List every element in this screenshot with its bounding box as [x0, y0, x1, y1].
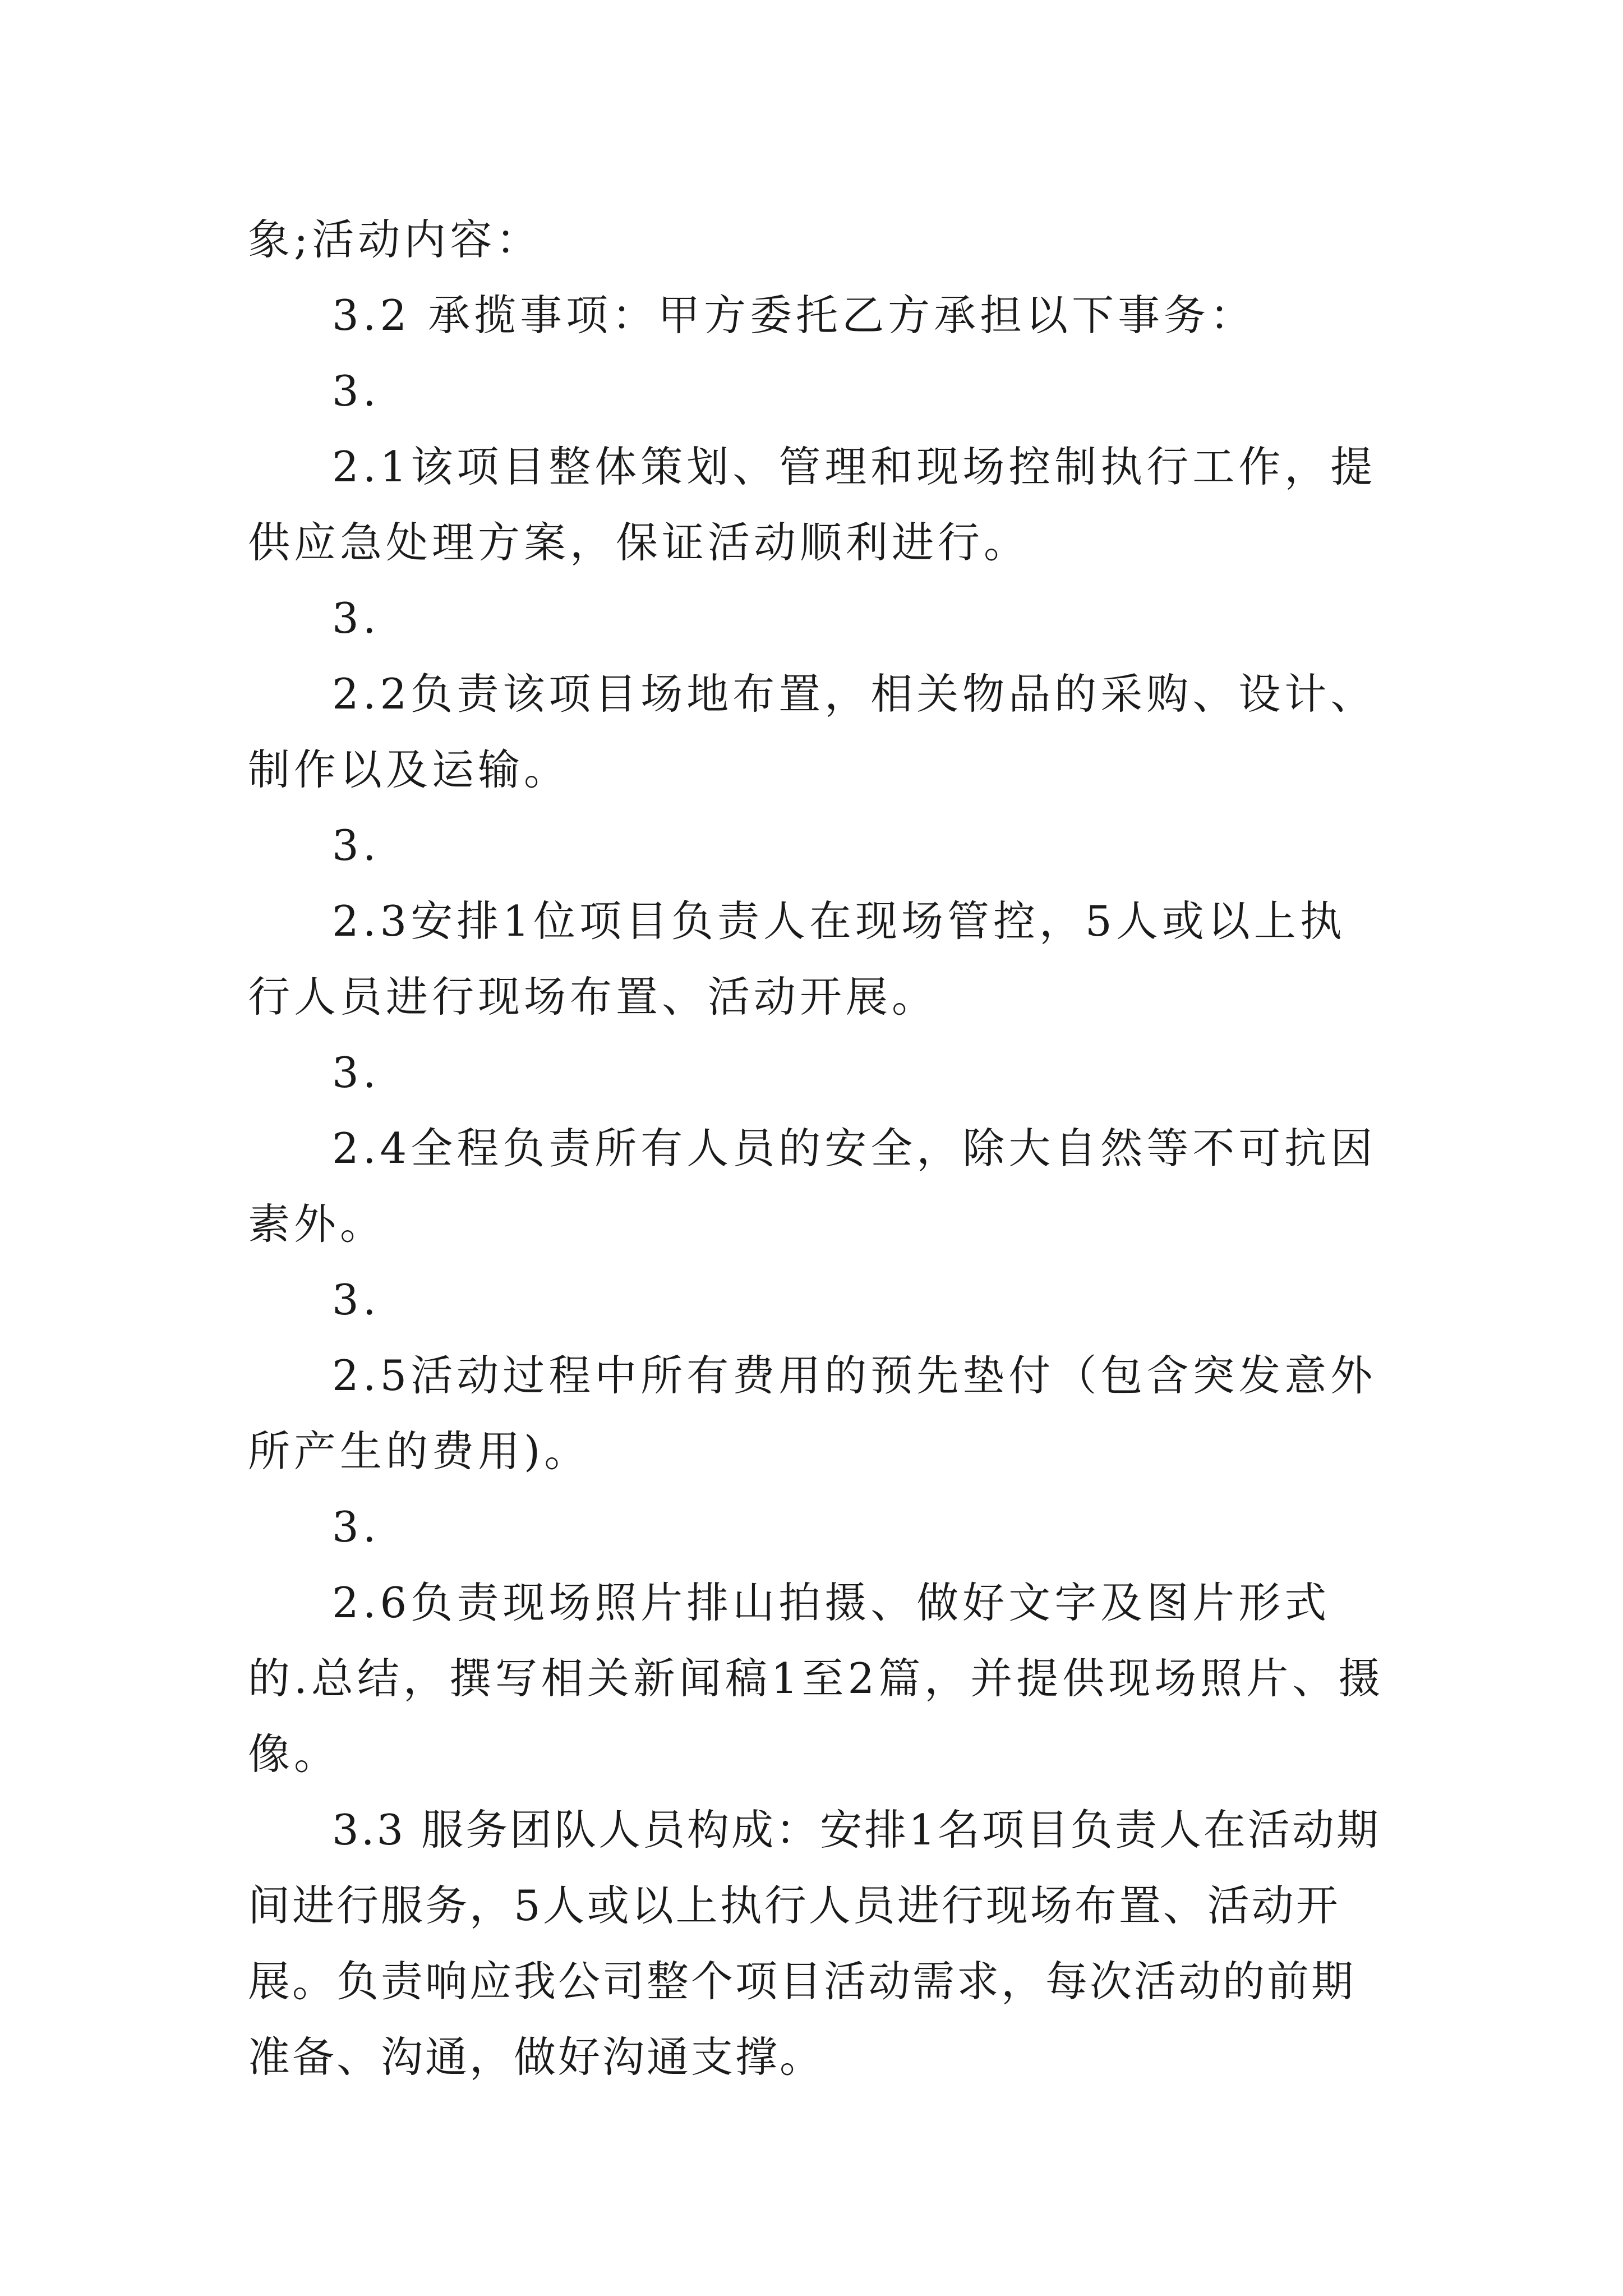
paragraph-number: 3. [332, 593, 380, 643]
paragraph-2-2: 2.2负责该项目场地布置，相关物品的采购、设计、制作以及运输。 [248, 669, 1377, 794]
document-body [248, 202, 1386, 2095]
paragraph-2-6: 2.6负责现场照片排山拍摄、做好文字及图片形式的.总结，撰写相关新闻稿1至2篇，并提供现场照片、摄像。 [248, 1578, 1385, 1779]
paragraph-continuation: 象;活动内容： [248, 215, 542, 264]
paragraph-2-4: 2.4全程负责所有人员的安全，除大自然等不可抗因素外。 [248, 1124, 1377, 1249]
paragraph-number: 3. [332, 366, 380, 416]
paragraph-3-3: 3.3 服务团队人员构成：安排1名项目负责人在活动期间进行服务，5人或以上执行人员进行现场布置、活动开展。负责响应我公司整个项目活动需求，每次活动的前期准备、沟通，做好沟通支撑。 [248, 1805, 1381, 2082]
paragraph-2-3: 2.3安排1位项目负责人在现场管控，5人或以上执行人员进行现场布置、活动开展。 [248, 896, 1346, 1022]
paragraph-number: 3. [332, 1275, 380, 1324]
paragraph-3-2: 3.2 承揽事项：甲方委托乙方承担以下事务： [332, 291, 1256, 340]
paragraph-2-1: 2.1该项目整体策划、管理和现场控制执行工作，提供应急处理方案，保证活动顺利进行。 [248, 442, 1377, 567]
paragraph-number: 3. [332, 1048, 380, 1097]
paragraph-number: 3. [332, 821, 380, 870]
paragraph-2-5: 2.5活动过程中所有费用的预先垫付（包含突发意外所产生的费用)。 [248, 1351, 1377, 1476]
paragraph-number: 3. [332, 1502, 380, 1552]
